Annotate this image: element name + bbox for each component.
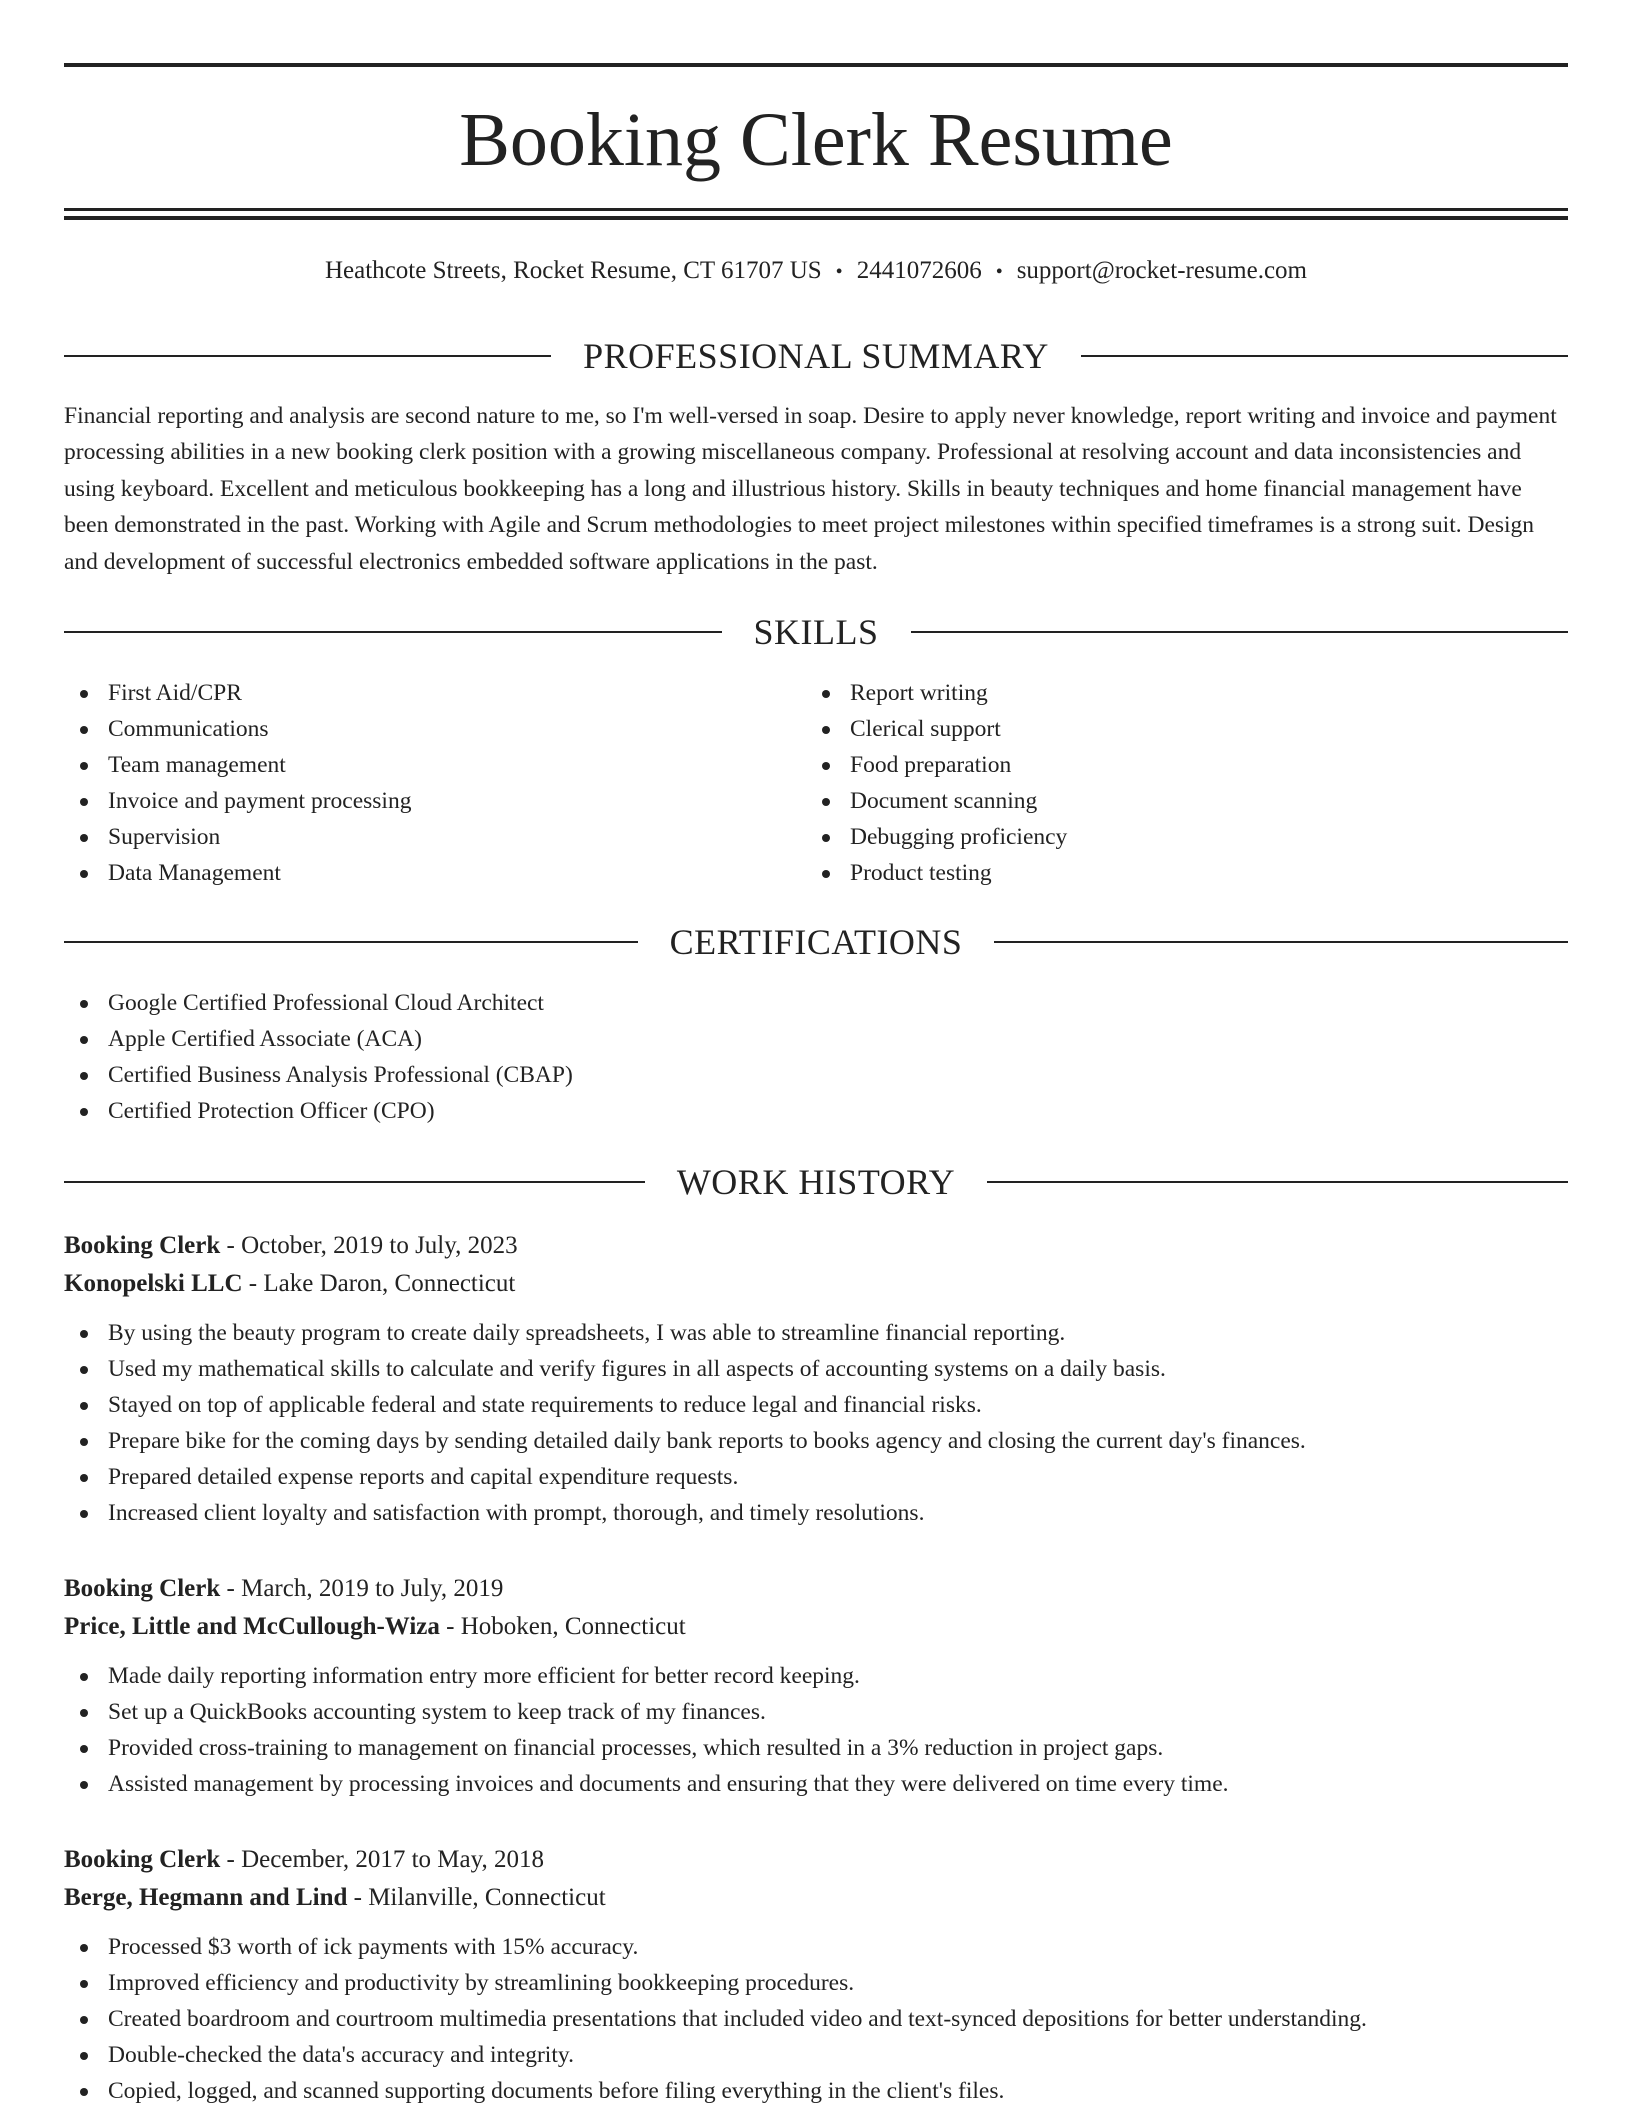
job-location: Lake Daron, Connecticut [263,1270,516,1297]
job-bullets [64,1315,1568,1531]
job-title-line [64,1841,1568,1879]
divider-line [64,941,638,943]
job-bullet: Stayed on top of applicable federal and state requirements to reduce legal and financial risks. [64,1387,1568,1423]
contact-address: Heathcote Streets, Rocket Resume, CT 61707 US [324,257,822,284]
section-header-summary [64,334,1568,378]
top-rule [64,63,1568,67]
contact-email[interactable]: support@rocket-resume.com [1016,257,1307,284]
job-bullet: Prepared detailed expense reports and capital expenditure requests. [64,1459,1568,1495]
section-header-work-history [64,1160,1568,1204]
job-bullet: Assisted management by processing invoices and documents and ensuring that they were delivered on time every time. [64,1766,1568,1802]
job-bullets [64,1929,1568,2109]
job-company: Berge, Hegmann and Lind [64,1884,348,1911]
summary-paragraph: Financial reporting and analysis are second nature to me, so I'm well-versed in soap. Desire to apply never knowledge, report writing and invoice and payment processing abilities in a new booking clerk position with a growing miscellaneous company. Professional at resolving account and data inconsistencies and using keyboard. Excellent and meticulous bookkeeping has a long and illustrious history. Skills in beauty techniques and home financial management have been demonstrated in the past. Working with Agile and Scrum methodologies to meet project milestones within specified timeframes is a strong suit. Design and development of successful electronics embedded software applications in the past. [64,403,1557,575]
section-header-certifications [64,920,1568,964]
section-header-skills [64,610,1568,654]
contact-separator: • [995,261,1003,283]
list-item: First Aid/CPR [64,675,764,711]
job-entry [64,1227,1568,1531]
job-bullet: Made daily reporting information entry more efficient for better record keeping. [64,1658,1568,1694]
list-item: Document scanning [806,783,1506,819]
contact-phone: 2441072606 [856,257,982,284]
divider-line [911,631,1569,633]
job-dates: October, 2019 to July, 2023 [241,1232,518,1259]
list-item: Google Certified Professional Cloud Architect [64,985,1464,1021]
contact-separator: • [835,261,843,283]
dash: - [220,1575,242,1602]
dash: - [242,1270,264,1297]
job-bullet: Provided cross-training to management on financial processes, which resulted in a 3% reduction in project gaps. [64,1730,1568,1766]
job-bullets [64,1658,1568,1802]
job-company: Konopelski LLC [64,1270,243,1297]
divider-line [64,355,551,357]
dash: - [220,1846,242,1873]
divider-line [64,1181,645,1183]
section-title-certifications: CERTIFICATIONS [669,922,963,962]
section-title-skills: SKILLS [753,612,879,652]
list-item: Certified Protection Officer (CPO) [64,1093,1464,1129]
divider-line [64,631,722,633]
job-bullet: Copied, logged, and scanned supporting documents before filing everything in the client's files. [64,2073,1568,2109]
list-item: Debugging proficiency [806,819,1506,855]
job-location: Hoboken, Connecticut [460,1613,686,1640]
divider-line [987,1181,1568,1183]
list-item: Team management [64,747,764,783]
job-dates: December, 2017 to May, 2018 [241,1846,544,1873]
list-item: Communications [64,711,764,747]
job-entry [64,1841,1568,2109]
job-location: Milanville, Connecticut [368,1884,606,1911]
list-item: Product testing [806,855,1506,891]
job-dates: March, 2019 to July, 2019 [241,1575,504,1602]
job-company-line [64,1608,1568,1646]
list-item: Apple Certified Associate (ACA) [64,1021,1464,1057]
section-title-summary: PROFESSIONAL SUMMARY [583,336,1049,376]
job-bullet: Created boardroom and courtroom multimedia presentations that included video and text-synced depositions for better understanding. [64,2001,1568,2037]
list-item: Supervision [64,819,764,855]
divider-line [1081,355,1568,357]
dash: - [347,1884,369,1911]
list-item: Clerical support [806,711,1506,747]
divider-line [994,941,1568,943]
job-bullet: Used my mathematical skills to calculate and verify figures in all aspects of accounting systems on a daily basis. [64,1351,1568,1387]
job-bullet: Set up a QuickBooks accounting system to keep track of my finances. [64,1694,1568,1730]
contact-line [64,254,1568,289]
job-company-line [64,1879,1568,1917]
job-title-line [64,1227,1568,1265]
job-bullet: Prepare bike for the coming days by sending detailed daily bank reports to books agency and closing the current day's finances. [64,1423,1568,1459]
certifications-list [64,985,1464,1129]
job-bullet: Double-checked the data's accuracy and integrity. [64,2037,1568,2073]
job-entry [64,1570,1568,1802]
list-item: Certified Business Analysis Professional (CBAP) [64,1057,1464,1093]
job-company: Price, Little and McCullough-Wiza [64,1613,440,1640]
job-title: Booking Clerk [64,1232,221,1259]
job-bullet: Increased client loyalty and satisfaction with prompt, thorough, and timely resolutions. [64,1495,1568,1531]
list-item: Report writing [806,675,1506,711]
resume-title: Booking Clerk Resume [459,98,1173,182]
job-bullet: By using the beauty program to create daily spreadsheets, I was able to streamline financial reporting. [64,1315,1568,1351]
skills-list-right [806,675,1506,891]
job-title-line [64,1570,1568,1608]
title-double-rule [64,208,1568,220]
skills-list-left [64,675,764,891]
list-item: Invoice and payment processing [64,783,764,819]
job-title: Booking Clerk [64,1846,221,1873]
job-bullet: Improved efficiency and productivity by streamlining bookkeeping procedures. [64,1965,1568,2001]
dash: - [439,1613,461,1640]
section-title-work-history: WORK HISTORY [676,1162,956,1202]
dash: - [220,1232,242,1259]
list-item: Data Management [64,855,764,891]
job-bullet: Processed $3 worth of ick payments with 15% accuracy. [64,1929,1568,1965]
job-title: Booking Clerk [64,1575,221,1602]
list-item: Food preparation [806,747,1506,783]
job-company-line [64,1265,1568,1303]
